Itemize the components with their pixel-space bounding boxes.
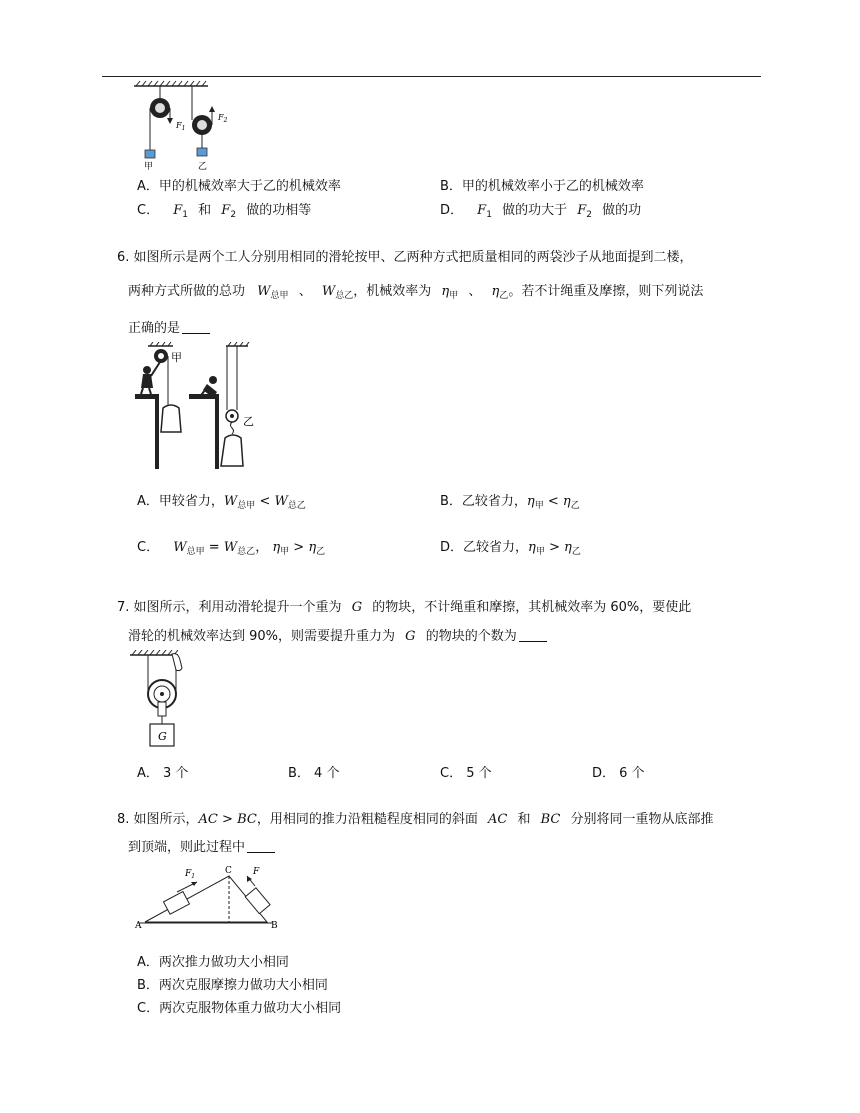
q7-line2-b: 的物块的个数为 (425, 629, 517, 644)
q6-c-op2: > (293, 540, 305, 555)
q5-option-d[interactable] (440, 199, 641, 220)
q8-f-label: F (253, 867, 260, 877)
q5-pulley-figure (128, 80, 238, 172)
q6-b-sub1: 甲 (534, 501, 544, 511)
q7-option-c[interactable]: C． 5 个 (440, 766, 492, 781)
q7-g-block-label: G (158, 730, 167, 743)
q6-a-op: < (259, 494, 271, 509)
q7-option-a[interactable]: A． 3 个 (137, 766, 189, 781)
q8-answer-blank[interactable] (247, 838, 275, 853)
q8-a-label: A (135, 921, 142, 931)
q6-workers-figure (133, 342, 263, 472)
q7-pulley-figure (128, 650, 198, 750)
q6-w-jia: W (257, 284, 271, 299)
q6-c-op1: = (208, 540, 220, 555)
q7-line2-a: 滑轮的机械效率达到 90%，则需要提升重力为 (128, 629, 396, 644)
q6-line2-a: 两种方式所做的总功 (128, 284, 246, 299)
q6-sub-zongyi: 总乙 (335, 291, 354, 301)
q6-sub-jia: 甲 (449, 291, 459, 301)
q6-c-sub4: 乙 (316, 547, 326, 557)
q8-incline-figure (133, 862, 293, 934)
q7-option-b[interactable]: B． 4 个 (288, 766, 340, 781)
q6-c-text: C． (137, 540, 160, 555)
q5-option-c-f2-sub: 2 (230, 210, 237, 220)
q5-option-d-f2-sub: 2 (586, 210, 592, 220)
q6-option-a[interactable] (137, 490, 306, 511)
q8-line1-b: ，用相同的推力沿粗糙程度相同的斜面 (256, 812, 478, 827)
q5-option-c-f1-sub: 1 (182, 210, 188, 220)
q8-b-label: B (271, 921, 278, 931)
q8-gt: > (222, 812, 233, 827)
q5-option-d-letter: D． (440, 203, 464, 218)
q7-option-d[interactable]: D． 6 个 (592, 766, 645, 781)
q5-option-c-letter: C． (137, 203, 160, 218)
q7-line1-b: 的物块，不计绳重和摩擦，其机械效率为 60%，要使此 (372, 600, 692, 615)
q6-c-sub1: 总甲 (186, 547, 205, 557)
q6-option-b[interactable] (440, 490, 580, 511)
q6-stem-line3 (128, 317, 210, 336)
q6-option-d[interactable] (440, 536, 581, 557)
q6-d-sub2: 乙 (571, 547, 581, 557)
q6-line2-c: 。若不计绳重及摩擦，则下列说法 (508, 284, 704, 299)
q5-option-c-mid: 和 (198, 203, 212, 218)
q5-f2-label: $F_2$ (218, 113, 228, 124)
q6-a-sub2: 总乙 (287, 501, 306, 511)
q6-a-w1: W (223, 494, 238, 509)
q6-jia-label: 甲 (171, 351, 182, 364)
q5-option-d-f1: F (477, 203, 487, 218)
q5-option-d-f2: F (577, 203, 587, 218)
q8-line1-a: 8. 如图所示， (117, 812, 199, 827)
q5-option-c[interactable] (137, 199, 311, 220)
q6-stem-line2 (128, 280, 703, 301)
q7-stem-line1 (117, 596, 691, 615)
q6-c-sub2: 总乙 (237, 547, 256, 557)
q8-and: 和 (517, 812, 531, 827)
q6-c-sub3: 甲 (280, 547, 290, 557)
q5-jia-label: 甲 (144, 162, 154, 172)
q8-line2-text: 到顶端，则此过程中 (128, 840, 246, 855)
q5-f1-label: $F_1$ (176, 121, 186, 132)
q8-line1-c: 分别将同一重物从底部推 (570, 812, 714, 827)
q6-d-text: D．乙较省力， (440, 540, 529, 555)
q6-b-eta2: η (562, 494, 571, 509)
q6-eta-yi: η (491, 284, 500, 299)
q7-stem-line2 (128, 625, 547, 644)
q8-c-label: C (225, 866, 232, 876)
q6-c-comma: ， (255, 540, 269, 555)
q6-sep-2: 、 (468, 284, 482, 299)
q8-bc-1: BC (237, 812, 257, 827)
q8-option-c[interactable]: C．两次克服物体重力做功大小相同 (137, 1001, 342, 1016)
q5-option-b[interactable]: B．甲的机械效率小于乙的机械效率 (440, 179, 644, 194)
q5-option-d-end: 做的功 (602, 203, 642, 218)
q6-a-text: A．甲较省力， (137, 494, 224, 509)
q6-sub-zongjia: 总甲 (270, 291, 289, 301)
q6-a-w2: W (274, 494, 288, 509)
q8-f1-label: $F_1$ (185, 869, 196, 880)
q8-option-b[interactable]: B．两次克服摩擦力做功大小相同 (137, 978, 328, 993)
q7-g-2: G (405, 629, 416, 644)
q8-bc-2: BC (540, 812, 561, 827)
q5-option-c-end: 做的功相等 (246, 203, 312, 218)
q5-option-c-f1: F (173, 203, 183, 218)
q6-c-w1: W (173, 540, 187, 555)
q7-g-1: G (351, 600, 363, 615)
q6-c-w2: W (223, 540, 238, 555)
q5-option-d-f1-sub: 1 (486, 210, 492, 220)
q8-ac-1: AC (198, 812, 218, 827)
q6-option-c[interactable] (137, 536, 325, 557)
q6-b-text: B．乙较省力， (440, 494, 527, 509)
q6-c-eta2: η (308, 540, 317, 555)
q7-line1-a: 7. 如图所示，利用动滑轮提升一个重为 (117, 600, 342, 615)
q6-d-sub1: 甲 (535, 547, 545, 557)
q5-option-d-mid: 做的功大于 (502, 203, 568, 218)
q6-b-op: < (547, 494, 559, 509)
q6-yi-label: 乙 (243, 415, 254, 428)
q6-sub-yi: 乙 (499, 291, 509, 301)
q6-stem-line1: 6. 如图所示是两个工人分别用相同的滑轮按甲、乙两种方式把质量相同的两袋沙子从地面提到二楼， (117, 250, 693, 265)
q5-yi-label: 乙 (198, 162, 208, 172)
q6-w-yi: W (321, 284, 336, 299)
q6-b-sub2: 乙 (570, 501, 580, 511)
q6-d-eta1: η (528, 540, 536, 555)
q6-eta-jia: η (441, 284, 450, 299)
q6-a-sub1: 总甲 (237, 501, 256, 511)
q6-d-op: > (548, 540, 560, 555)
q6-answer-blank[interactable] (182, 319, 210, 334)
q6-d-eta2: η (564, 540, 572, 555)
q5-option-c-f2: F (221, 203, 231, 218)
header-rule (102, 76, 761, 77)
q6-line2-b: ，机械效率为 (353, 284, 432, 299)
q6-b-eta1: η (526, 494, 535, 509)
q5-option-a[interactable]: A．甲的机械效率大于乙的机械效率 (137, 179, 341, 194)
q8-ac-2: AC (487, 812, 508, 827)
q6-line3-text: 正确的是 (128, 321, 181, 336)
q6-sep-1: 、 (298, 284, 312, 299)
q7-answer-blank[interactable] (519, 627, 547, 642)
q8-option-a[interactable]: A．两次推力做功大小相同 (137, 955, 289, 970)
q6-c-eta1: η (272, 540, 281, 555)
q8-stem-line2 (128, 836, 275, 855)
q8-stem-line1 (117, 808, 714, 827)
